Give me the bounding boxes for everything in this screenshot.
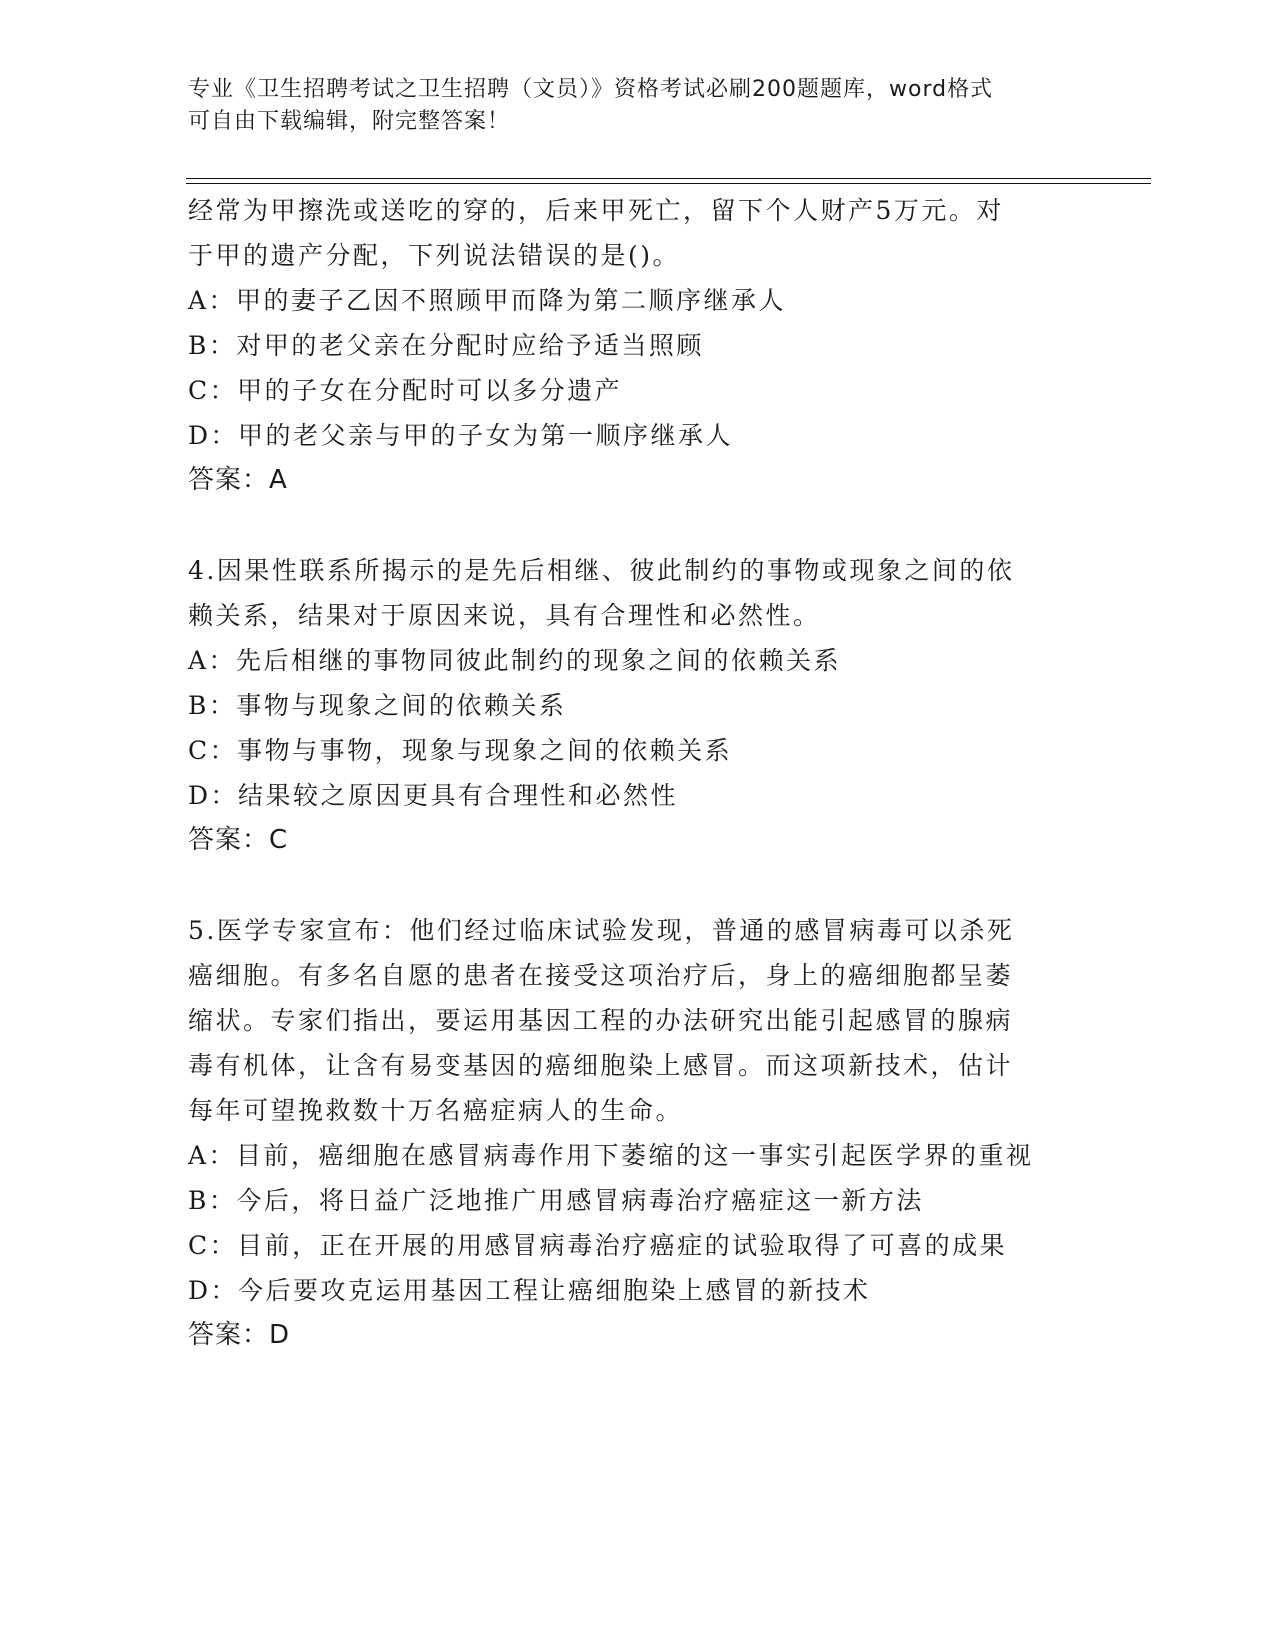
question-3-option-d: D：甲的老父亲与甲的子女为第一顺序继承人 [188, 421, 734, 450]
question-4-stem-line: 4.因果性联系所揭示的是先后相继、彼此制约的事物或现象之间的依 [188, 556, 1015, 585]
question-5-option-b: B：今后，将日益广泛地推广用感冒病毒治疗癌症这一新方法 [188, 1186, 924, 1215]
question-3-option-a: A：甲的妻子乙因不照顾甲而降为第二顺序继承人 [188, 286, 787, 315]
question-3-stem-line: 经常为甲擦洗或送吃的穿的，后来甲死亡，留下个人财产5万元。对 [188, 196, 1004, 225]
document-header [188, 74, 1068, 138]
question-4-option-d: D：结果较之原因更具有合理性和必然性 [188, 781, 679, 810]
question-4-block [188, 548, 1088, 863]
question-5-option-c: C：目前，正在开展的用感冒病毒治疗癌症的试验取得了可喜的成果 [188, 1231, 1008, 1260]
question-3-option-c: C：甲的子女在分配时可以多分遗产 [188, 376, 623, 405]
question-3-answer: 答案：A [188, 465, 288, 495]
header-divider-bottom [186, 183, 1151, 184]
question-5-block [188, 908, 1088, 1358]
question-4-stem-line: 赖关系，结果对于原因来说，具有合理性和必然性。 [188, 601, 821, 630]
question-4-option-a: A：先后相继的事物同彼此制约的现象之间的依赖关系 [188, 646, 842, 675]
question-4-option-c: C：事物与事物，现象与现象之间的依赖关系 [188, 736, 733, 765]
question-3-block [188, 188, 1088, 503]
header-line-1: 专业《卫生招聘考试之卫生招聘（文员）》资格考试必刷200题题库，word格式 [188, 77, 994, 102]
question-4-answer: 答案：C [188, 825, 289, 855]
question-5-option-a: A：目前，癌细胞在感冒病毒作用下萎缩的这一事实引起医学界的重视 [188, 1141, 1034, 1170]
question-5-stem-line: 5.医学专家宣布：他们经过临床试验发现，普通的感冒病毒可以杀死 [188, 916, 1015, 945]
question-3-stem-line: 于甲的遗产分配，下列说法错误的是()。 [188, 241, 681, 270]
spacer [188, 503, 1088, 548]
header-divider-top [186, 178, 1151, 179]
header-line-2: 可自由下载编辑，附完整答案！ [188, 109, 511, 134]
question-5-option-d: D：今后要攻克运用基因工程让癌细胞染上感冒的新技术 [188, 1276, 871, 1305]
question-3-option-b: B：对甲的老父亲在分配时应给予适当照顾 [188, 331, 704, 360]
document-body [188, 188, 1088, 1358]
question-5-stem-line: 缩状。专家们指出，要运用基因工程的办法研究出能引起感冒的腺病 [188, 1006, 1014, 1035]
question-4-option-b: B：事物与现象之间的依赖关系 [188, 691, 567, 720]
spacer [188, 863, 1088, 908]
question-5-stem-line: 每年可望挽救数十万名癌症病人的生命。 [188, 1096, 684, 1125]
question-5-stem-line: 毒有机体，让含有易变基因的癌细胞染上感冒。而这项新技术，估计 [188, 1051, 1014, 1080]
question-5-answer: 答案：D [188, 1320, 291, 1350]
question-5-stem-line: 癌细胞。有多名自愿的患者在接受这项治疗后，身上的癌细胞都呈萎 [188, 961, 1014, 990]
